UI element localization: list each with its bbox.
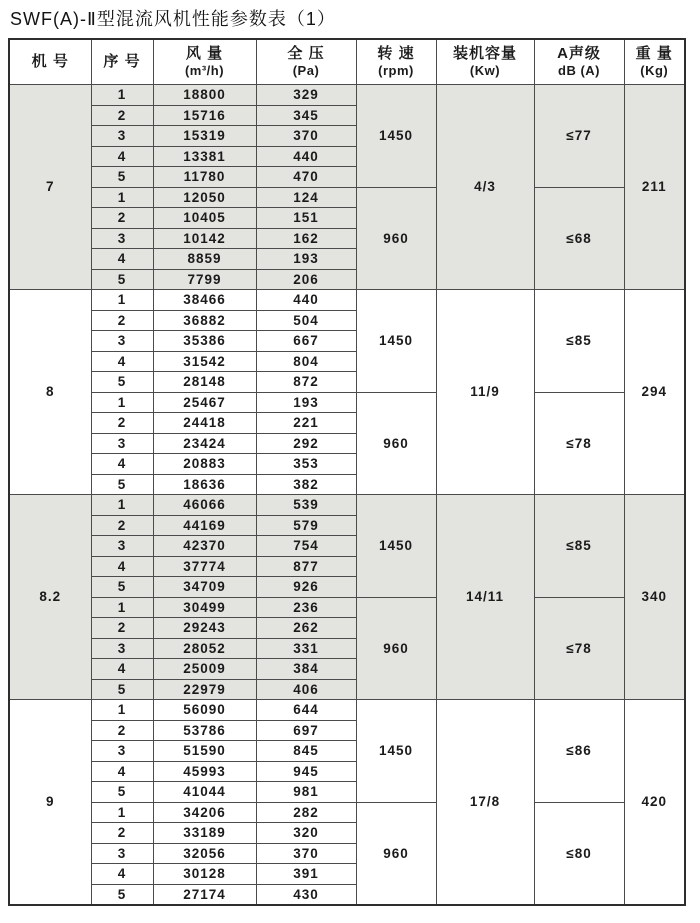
seq-cell: 3: [91, 331, 153, 352]
seq-cell: 4: [91, 659, 153, 680]
pressure-cell: 470: [256, 167, 356, 188]
seq-cell: 3: [91, 638, 153, 659]
seq-cell: 2: [91, 310, 153, 331]
pressure-cell: 539: [256, 495, 356, 516]
header-weight: [624, 39, 685, 85]
seq-cell: 3: [91, 228, 153, 249]
pressure-cell: 329: [256, 85, 356, 106]
pressure-cell: 804: [256, 351, 356, 372]
pressure-cell: 440: [256, 290, 356, 311]
airflow-cell: 20883: [153, 454, 256, 475]
pressure-cell: 845: [256, 741, 356, 762]
pressure-cell: 926: [256, 577, 356, 598]
airflow-cell: 37774: [153, 556, 256, 577]
noise-cell: ≤77: [534, 85, 624, 188]
header-speed-label: 转 速: [377, 44, 415, 62]
seq-cell: 5: [91, 577, 153, 598]
pressure-cell: 331: [256, 638, 356, 659]
header-pressure: [256, 39, 356, 85]
seq-cell: 2: [91, 208, 153, 229]
seq-cell: 4: [91, 556, 153, 577]
model-cell: 9: [9, 700, 91, 906]
airflow-cell: 12050: [153, 187, 256, 208]
airflow-cell: 42370: [153, 536, 256, 557]
speed-cell: 960: [356, 392, 436, 495]
fan-performance-table: [8, 38, 686, 906]
airflow-cell: 33189: [153, 823, 256, 844]
airflow-cell: 8859: [153, 249, 256, 270]
seq-cell: 1: [91, 392, 153, 413]
page-title: SWF(A)-Ⅱ型混流风机性能参数表（1）: [10, 9, 336, 29]
airflow-cell: 23424: [153, 433, 256, 454]
seq-cell: 2: [91, 720, 153, 741]
pressure-cell: 193: [256, 249, 356, 270]
airflow-cell: 10142: [153, 228, 256, 249]
noise-cell: ≤80: [534, 802, 624, 905]
airflow-cell: 45993: [153, 761, 256, 782]
pressure-cell: 579: [256, 515, 356, 536]
seq-cell: 3: [91, 433, 153, 454]
model-cell: 8.2: [9, 495, 91, 700]
header-weight-label: 重 量: [635, 44, 673, 62]
airflow-cell: 25467: [153, 392, 256, 413]
seq-cell: 2: [91, 105, 153, 126]
header-pressure-label: 全 压: [287, 44, 325, 62]
seq-cell: 2: [91, 823, 153, 844]
airflow-cell: 18636: [153, 474, 256, 495]
header-model-label: 机 号: [31, 52, 69, 70]
airflow-cell: 46066: [153, 495, 256, 516]
airflow-cell: 31542: [153, 351, 256, 372]
airflow-cell: 28052: [153, 638, 256, 659]
model-cell: 8: [9, 290, 91, 495]
pressure-cell: 292: [256, 433, 356, 454]
weight-cell: 340: [624, 495, 685, 700]
pressure-cell: 162: [256, 228, 356, 249]
seq-cell: 2: [91, 618, 153, 639]
pressure-cell: 206: [256, 269, 356, 290]
seq-cell: 4: [91, 146, 153, 167]
seq-cell: 4: [91, 249, 153, 270]
noise-cell: ≤86: [534, 700, 624, 803]
speed-cell: 1450: [356, 495, 436, 598]
table-row: [9, 495, 685, 516]
seq-cell: 4: [91, 761, 153, 782]
speed-cell: 1450: [356, 700, 436, 803]
airflow-cell: 15716: [153, 105, 256, 126]
pressure-cell: 877: [256, 556, 356, 577]
seq-cell: 4: [91, 454, 153, 475]
pressure-cell: 945: [256, 761, 356, 782]
airflow-cell: 34709: [153, 577, 256, 598]
pressure-cell: 754: [256, 536, 356, 557]
airflow-cell: 38466: [153, 290, 256, 311]
pressure-cell: 981: [256, 782, 356, 803]
model-cell: 7: [9, 85, 91, 290]
header-capacity-label: 装机容量: [452, 44, 517, 62]
header-capacity-unit: (Kw): [469, 63, 501, 79]
header-speed: [356, 39, 436, 85]
seq-cell: 3: [91, 741, 153, 762]
header-noise: [534, 39, 624, 85]
airflow-cell: 44169: [153, 515, 256, 536]
airflow-cell: 28148: [153, 372, 256, 393]
seq-cell: 3: [91, 126, 153, 147]
pressure-cell: 151: [256, 208, 356, 229]
pressure-cell: 353: [256, 454, 356, 475]
pressure-cell: 193: [256, 392, 356, 413]
pressure-cell: 382: [256, 474, 356, 495]
pressure-cell: 697: [256, 720, 356, 741]
pressure-cell: 124: [256, 187, 356, 208]
capacity-cell: 4/3: [436, 85, 534, 290]
header-noise-label: A声级: [557, 44, 601, 62]
seq-cell: 1: [91, 597, 153, 618]
capacity-cell: 17/8: [436, 700, 534, 906]
header-seq: [91, 39, 153, 85]
header-speed-unit: (rpm): [378, 63, 414, 79]
header-airflow-unit: (m³/h): [184, 63, 225, 79]
airflow-cell: 36882: [153, 310, 256, 331]
header-seq-label: 序 号: [103, 52, 141, 70]
noise-cell: ≤85: [534, 495, 624, 598]
airflow-cell: 29243: [153, 618, 256, 639]
table-row: [9, 392, 685, 413]
header-airflow: [153, 39, 256, 85]
airflow-cell: 10405: [153, 208, 256, 229]
seq-cell: 2: [91, 413, 153, 434]
seq-cell: 5: [91, 372, 153, 393]
pressure-cell: 440: [256, 146, 356, 167]
table-row: [9, 85, 685, 106]
header-row: [9, 39, 685, 85]
pressure-cell: 391: [256, 864, 356, 885]
table-row: [9, 290, 685, 311]
pressure-cell: 504: [256, 310, 356, 331]
airflow-cell: 25009: [153, 659, 256, 680]
capacity-cell: 14/11: [436, 495, 534, 700]
speed-cell: 1450: [356, 85, 436, 188]
airflow-cell: 24418: [153, 413, 256, 434]
seq-cell: 5: [91, 679, 153, 700]
seq-cell: 4: [91, 864, 153, 885]
capacity-cell: 11/9: [436, 290, 534, 495]
seq-cell: 5: [91, 474, 153, 495]
seq-cell: 5: [91, 167, 153, 188]
pressure-cell: 345: [256, 105, 356, 126]
table-body: [9, 85, 685, 906]
airflow-cell: 13381: [153, 146, 256, 167]
table-row: [9, 187, 685, 208]
speed-cell: 960: [356, 597, 436, 700]
seq-cell: 5: [91, 269, 153, 290]
pressure-cell: 370: [256, 126, 356, 147]
table-row: [9, 597, 685, 618]
header-pressure-unit: (Pa): [292, 63, 320, 79]
weight-cell: 420: [624, 700, 685, 906]
seq-cell: 1: [91, 495, 153, 516]
weight-cell: 294: [624, 290, 685, 495]
header-capacity: [436, 39, 534, 85]
seq-cell: 1: [91, 802, 153, 823]
table-row: [9, 802, 685, 823]
header-noise-unit: dB (A): [558, 63, 600, 79]
seq-cell: 1: [91, 700, 153, 721]
airflow-cell: 11780: [153, 167, 256, 188]
seq-cell: 3: [91, 536, 153, 557]
pressure-cell: 430: [256, 884, 356, 905]
weight-cell: 211: [624, 85, 685, 290]
pressure-cell: 370: [256, 843, 356, 864]
airflow-cell: 51590: [153, 741, 256, 762]
speed-cell: 1450: [356, 290, 436, 393]
table-row: [9, 700, 685, 721]
pressure-cell: 384: [256, 659, 356, 680]
seq-cell: 2: [91, 515, 153, 536]
noise-cell: ≤78: [534, 392, 624, 495]
seq-cell: 1: [91, 290, 153, 311]
seq-cell: 3: [91, 843, 153, 864]
pressure-cell: 872: [256, 372, 356, 393]
pressure-cell: 667: [256, 331, 356, 352]
airflow-cell: 34206: [153, 802, 256, 823]
noise-cell: ≤85: [534, 290, 624, 393]
header-model: [9, 39, 91, 85]
header-airflow-label: 风 量: [185, 44, 224, 62]
airflow-cell: 22979: [153, 679, 256, 700]
pressure-cell: 644: [256, 700, 356, 721]
airflow-cell: 18800: [153, 85, 256, 106]
pressure-cell: 406: [256, 679, 356, 700]
airflow-cell: 30499: [153, 597, 256, 618]
airflow-cell: 56090: [153, 700, 256, 721]
pressure-cell: 221: [256, 413, 356, 434]
pressure-cell: 320: [256, 823, 356, 844]
table-header: [9, 39, 685, 85]
speed-cell: 960: [356, 802, 436, 905]
airflow-cell: 41044: [153, 782, 256, 803]
pressure-cell: 236: [256, 597, 356, 618]
seq-cell: 4: [91, 351, 153, 372]
noise-cell: ≤68: [534, 187, 624, 290]
pressure-cell: 282: [256, 802, 356, 823]
speed-cell: 960: [356, 187, 436, 290]
airflow-cell: 35386: [153, 331, 256, 352]
seq-cell: 1: [91, 85, 153, 106]
seq-cell: 5: [91, 884, 153, 905]
airflow-cell: 30128: [153, 864, 256, 885]
pressure-cell: 262: [256, 618, 356, 639]
noise-cell: ≤78: [534, 597, 624, 700]
airflow-cell: 15319: [153, 126, 256, 147]
airflow-cell: 53786: [153, 720, 256, 741]
airflow-cell: 32056: [153, 843, 256, 864]
header-weight-unit: (Kg): [640, 63, 669, 79]
seq-cell: 5: [91, 782, 153, 803]
seq-cell: 1: [91, 187, 153, 208]
airflow-cell: 27174: [153, 884, 256, 905]
airflow-cell: 7799: [153, 269, 256, 290]
